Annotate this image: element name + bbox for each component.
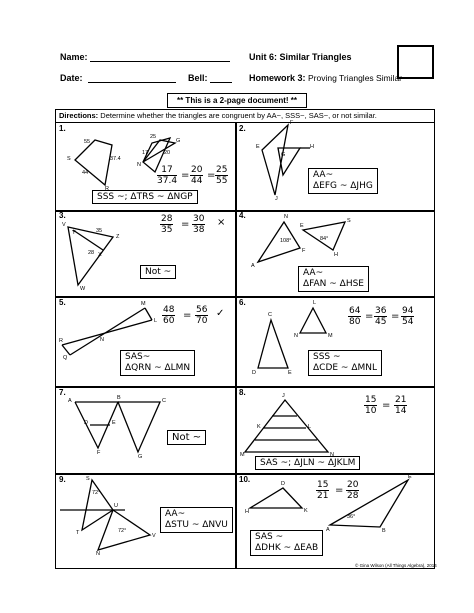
p7-vertex-d: D xyxy=(84,420,88,426)
p7-vertex-e: E xyxy=(112,420,116,426)
p3-side-28: 28 xyxy=(88,250,95,256)
p10-vertex-d: D xyxy=(281,481,285,487)
p4-vertex-e: E xyxy=(300,223,304,229)
p5-mark: ✓ xyxy=(216,308,225,319)
p7-vertex-b: B xyxy=(117,395,121,401)
p9-angle-72-top: 72° xyxy=(92,490,101,496)
p4-vertex-h: H xyxy=(334,252,338,258)
p6-vertex-d: D xyxy=(252,370,256,376)
problem-6-number: 6. xyxy=(239,298,246,307)
problem-3-number: 3. xyxy=(59,211,66,220)
p5-answer-line-1: SAS~ xyxy=(125,352,151,362)
p6-answer-line-1: SSS ~ xyxy=(313,352,341,362)
p7-vertex-g: G xyxy=(138,454,143,460)
bell-label: Bell: xyxy=(188,73,208,83)
p1-vertex-r: R xyxy=(105,186,109,192)
p6-equals: = xyxy=(391,311,400,322)
p1-answer-box: SSS ~; ΔTRS ~ ΔNGP xyxy=(92,190,198,204)
p3-mark: × xyxy=(217,217,226,228)
p8-fraction-2: $\frac{21}{14}$ xyxy=(395,395,407,416)
p6-vertex-n: N xyxy=(294,333,298,339)
p4-answer-line-2: ΔFAN ~ ΔHSE xyxy=(303,279,364,289)
p2-vertex-j: J xyxy=(275,196,278,202)
p4-vertex-s: S xyxy=(347,218,351,224)
p1-equals: = xyxy=(181,170,190,181)
p5-vertex-r: R xyxy=(59,338,63,344)
p8-answer-box: SAS ~; ΔJLN ~ ΔJKLM xyxy=(255,456,360,470)
two-page-banner: ** This is a 2-page document! ** xyxy=(167,93,307,108)
p9-vertex-v: V xyxy=(152,533,156,539)
p10-vertex-a: A xyxy=(326,527,330,533)
p10-answer-line-2: ΔDHK ~ ΔEAB xyxy=(255,543,319,553)
problem-2-number: 2. xyxy=(239,124,246,133)
homework-title: Proving Triangles Similar xyxy=(308,73,403,83)
p3-equals: = xyxy=(181,219,190,230)
p7-answer-box: Not ~ xyxy=(167,430,206,445)
p8-fraction-1: $\frac{15}{10}$ xyxy=(365,395,377,416)
p5-fraction-1: $\frac{48}{60}$ xyxy=(163,305,175,326)
p3-answer-box: Not ~ xyxy=(140,265,176,279)
directions-label: Directions: xyxy=(59,111,99,120)
p1-vertex-g: G xyxy=(176,138,181,144)
p1-side-17: 17 xyxy=(142,150,149,156)
p3-vertex-w: W xyxy=(80,286,86,292)
p9-vertex-t: T xyxy=(76,530,80,536)
p6-vertex-l: L xyxy=(313,300,317,306)
unit-title: Unit 6: Similar Triangles xyxy=(249,52,352,62)
p1-fraction-2: $\frac{20}{44}$ xyxy=(191,165,203,186)
p8-vertex-m: M xyxy=(240,452,245,458)
problem-1-number: 1. xyxy=(59,124,66,133)
p3-vertex-x: X xyxy=(98,252,102,258)
p1-side-55: 55 xyxy=(84,139,91,145)
p8-vertex-n: N xyxy=(330,452,334,458)
p8-vertex-l: L xyxy=(308,424,312,430)
p6-fraction-1: $\frac{64}{80}$ xyxy=(349,306,361,327)
p10-angle-36: 36° xyxy=(347,514,356,520)
p1-fraction-1: $\frac{17}{37.4}$ xyxy=(157,165,178,186)
p5-equals: = xyxy=(183,310,192,321)
p2-answer-line-2: ΔEFG ~ ΔJHG xyxy=(313,181,373,191)
p1-vertex-s: S xyxy=(67,156,71,162)
p4-angle-108: 108° xyxy=(280,238,292,244)
p6-vertex-c: C xyxy=(268,312,272,318)
p3-vertex-y: Y xyxy=(72,230,76,236)
p10-fraction-2: $\frac{20}{28}$ xyxy=(347,480,359,501)
problem-10-number: 10. xyxy=(239,475,251,484)
p3-vertex-z: Z xyxy=(116,234,120,240)
date-label: Date: xyxy=(60,73,83,83)
p2-vertex-g: G xyxy=(281,152,286,158)
name-label: Name: xyxy=(60,52,88,62)
p6-vertex-e: E xyxy=(288,370,292,376)
problem-9-number: 9. xyxy=(59,475,66,484)
p8-vertex-j: J xyxy=(282,393,285,399)
problem-5-number: 5. xyxy=(59,298,66,307)
p10-fraction-1: $\frac{15}{21}$ xyxy=(317,480,329,501)
copyright-footer: © Gina Wilson (All Things Algebra), 2014 xyxy=(355,563,437,568)
p4-vertex-a: A xyxy=(251,263,255,269)
p3-fraction-2: $\frac{30}{38}$ xyxy=(193,214,205,235)
p10-answer-box xyxy=(250,530,323,556)
p2-vertex-e: E xyxy=(256,144,260,150)
p5-vertex-l: L xyxy=(154,318,158,324)
p9-answer-line-1: AA~ xyxy=(165,509,186,519)
directions-text: Determine whether the triangles are congruent by AA~, SSS~, SAS~, or not similar. xyxy=(100,111,377,120)
p10-vertex-k: K xyxy=(304,508,308,514)
p1-equals: = xyxy=(207,170,216,181)
problem-8-number: 8. xyxy=(239,388,246,397)
p2-answer-line-1: AA~ xyxy=(313,170,334,180)
p7-vertex-a: A xyxy=(68,398,72,404)
p6-fraction-3: $\frac{94}{54}$ xyxy=(402,306,414,327)
p2-vertex-h: H xyxy=(310,144,314,150)
p1-vertex-n: N xyxy=(137,162,141,168)
p10-vertex-h: H xyxy=(245,509,249,515)
p6-answer-line-2: ΔCDE ~ ΔMNL xyxy=(313,363,377,373)
p5-answer-line-2: ΔQRN ~ ΔLMN xyxy=(125,363,191,373)
p9-angle-72-bottom: 72° xyxy=(118,528,127,534)
p1-side-374: 37.4 xyxy=(110,156,121,162)
p6-vertex-m: M xyxy=(328,333,333,339)
p8-equals: = xyxy=(382,400,391,411)
p3-vertex-v: V xyxy=(62,222,66,228)
p5-fraction-2: $\frac{56}{70}$ xyxy=(196,305,208,326)
p3-side-35: 35 xyxy=(96,228,103,234)
p6-fraction-2: $\frac{36}{45}$ xyxy=(375,306,387,327)
p4-vertex-n: N xyxy=(284,214,288,220)
p4-vertex-f: F xyxy=(302,248,306,254)
p10-equals: = xyxy=(335,485,344,496)
p4-answer-line-1: AA~ xyxy=(303,268,324,278)
p1-fraction-3: $\frac{25}{55}$ xyxy=(216,165,228,186)
p4-angle-84: 84° xyxy=(320,236,329,242)
p1-side-25: 25 xyxy=(150,134,157,140)
homework-label: Homework 3: xyxy=(249,73,306,83)
problem-4-number: 4. xyxy=(239,211,246,220)
p7-vertex-c: C xyxy=(162,398,166,404)
p9-vertex-n: N xyxy=(96,551,100,557)
p6-equals: = xyxy=(365,311,374,322)
p5-vertex-n: N xyxy=(100,337,104,343)
p2-vertex-f: F xyxy=(290,120,294,126)
p5-vertex-q: Q xyxy=(63,355,68,361)
p10-vertex-b: B xyxy=(382,528,386,534)
p9-vertex-u: U xyxy=(114,503,118,509)
p10-answer-line-1: SAS ~ xyxy=(255,532,284,542)
p8-vertex-k: K xyxy=(257,424,261,430)
p9-vertex-s: S xyxy=(86,476,90,482)
problem-7-number: 7. xyxy=(59,388,66,397)
p1-side-20: 20 xyxy=(164,150,171,156)
p5-vertex-m: M xyxy=(141,301,146,307)
p9-answer-line-2: ΔSTU ~ ΔNVU xyxy=(165,520,228,530)
p7-vertex-f: F xyxy=(97,450,101,456)
p10-vertex-e: E xyxy=(408,474,412,480)
p1-side-44: 44 xyxy=(82,170,89,176)
p3-fraction-1: $\frac{28}{35}$ xyxy=(161,214,173,235)
